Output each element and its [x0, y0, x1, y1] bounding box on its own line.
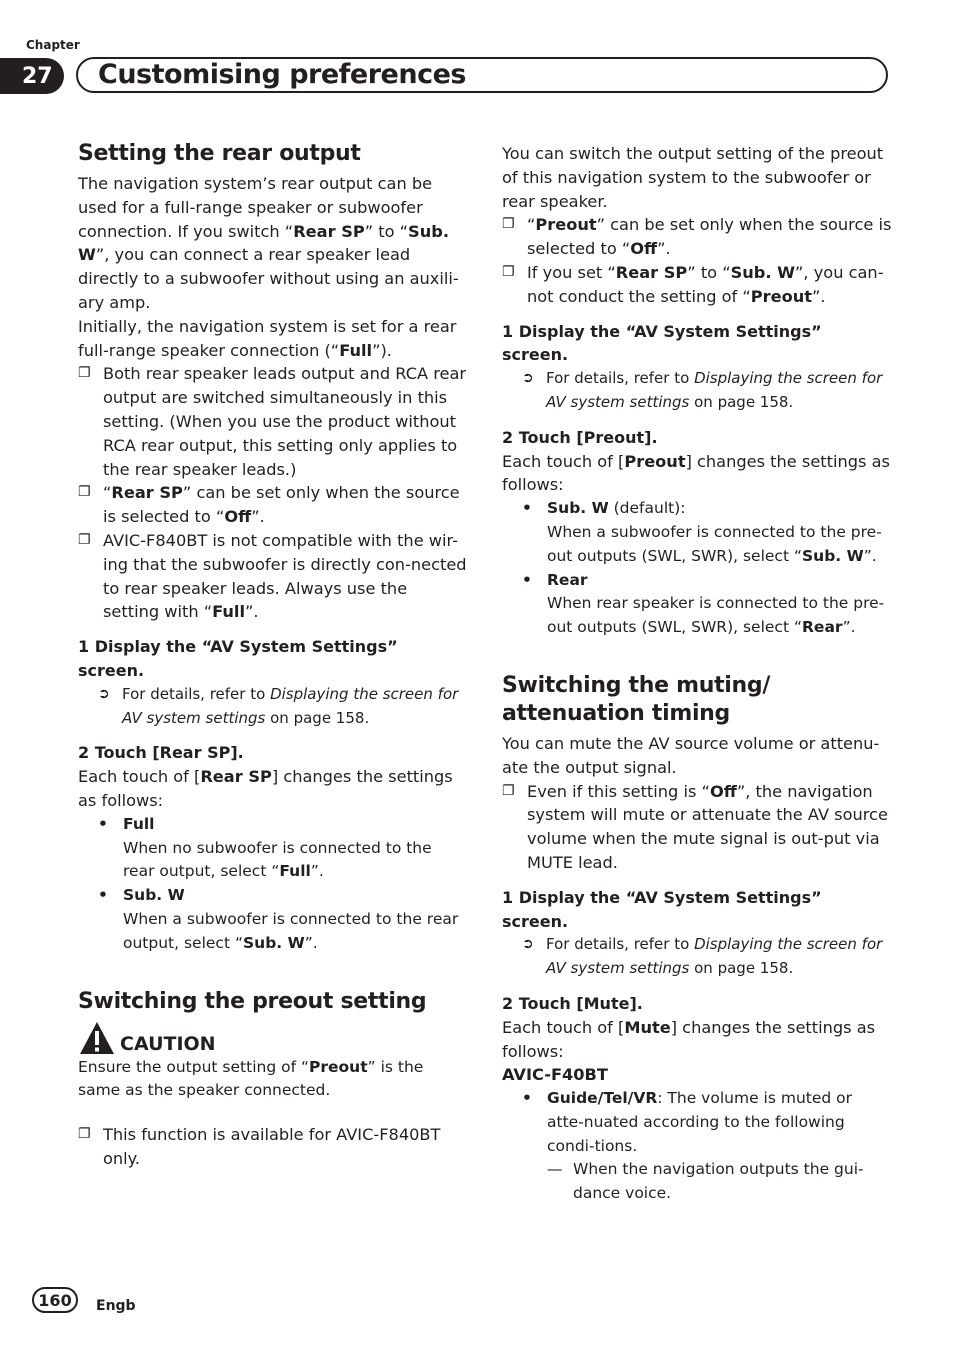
- checkbox-note-icon: ❐: [78, 1126, 91, 1143]
- rear-output-intro: The navigation system’s rear output can be used for a full-range speaker or subwoofer connection. If you switch “Rear SP” to “Sub. W”, you can connect a rear speaker lead directly to a subwoofer without using an auxili-ary amp.: [78, 174, 459, 312]
- step-2-heading: 2 Touch [Mute].: [502, 993, 643, 1013]
- note-text: If you set “Rear SP” to “Sub. W”, you can-not conduct the setting of “Preout”.: [527, 262, 884, 306]
- note-item: [78, 529, 468, 624]
- step-1-heading: 1 Display the “AV System Settings” screen.: [502, 887, 822, 931]
- section-heading-muting: [502, 672, 892, 728]
- checkbox-note-icon: ❐: [78, 365, 91, 382]
- reference-note: [502, 367, 892, 415]
- caution-text: Ensure the output setting of “Preout” is the same as the speaker connected.: [78, 1057, 424, 1100]
- chapter-number-badge: 27: [0, 58, 64, 94]
- step-2-description: Each touch of [Preout] changes the settings as follows:: [502, 451, 890, 495]
- step-2-heading: 2 Touch [Rear SP].: [78, 743, 244, 763]
- reference-text: For details, refer to Displaying the screen for AV system settings on page 158.: [546, 369, 883, 411]
- note-item: [78, 481, 468, 529]
- warning-triangle-icon: [78, 1020, 116, 1056]
- option-description: When a subwoofer is connected to the pre-out outputs (SWL, SWR), select “Sub. W”.: [547, 522, 882, 565]
- model-heading: AVIC-F40BT: [502, 1065, 608, 1085]
- right-column: [502, 142, 892, 1206]
- checkbox-note-icon: ❐: [502, 782, 515, 799]
- checkbox-note-icon: ❐: [502, 263, 515, 280]
- arrow-right-icon: ➲: [98, 685, 110, 702]
- option-item: [502, 497, 892, 521]
- option-item: [78, 884, 468, 908]
- section-heading-rear-output: Setting the rear output: [78, 141, 361, 166]
- preout-intro: You can switch the output setting of the preout of this navigation system to the subwoofer or rear speaker.: [502, 144, 884, 211]
- heading-line: Switching the muting/: [502, 672, 771, 698]
- caution-title: CAUTION: [120, 1032, 216, 1055]
- step-2-description: Each touch of [Mute] changes the settings as follows:: [502, 1017, 876, 1061]
- reference-note: [78, 683, 468, 731]
- rear-output-initial: Initially, the navigation system is set for a rear full-range speaker connection (“Full”).: [78, 316, 457, 360]
- note-text: Both rear speaker leads output and RCA rear output are switched simultaneously in this setting. (When you use the product without RCA rear output, this setting only applies to the rear speaker leads.): [103, 364, 467, 479]
- page-number: 160: [32, 1287, 78, 1313]
- language-code: Engb: [96, 1298, 136, 1314]
- option-item: [78, 813, 468, 837]
- bullet-icon: •: [522, 499, 532, 518]
- note-item: [502, 780, 892, 875]
- bullet-icon: •: [98, 814, 108, 833]
- option-label: Sub. W: [123, 886, 185, 905]
- option-label: Rear: [547, 570, 588, 589]
- bullet-icon: •: [98, 886, 108, 905]
- condition-text: When the navigation outputs the gui-dance voice.: [573, 1160, 864, 1203]
- step-1-heading: 1 Display the “AV System Settings” screen.: [78, 637, 398, 680]
- option-description: When rear speaker is connected to the pre-out outputs (SWL, SWR), select “Rear”.: [547, 594, 885, 637]
- left-column: [78, 140, 468, 1171]
- reference-note: [502, 933, 892, 981]
- chapter-title: Customising preferences: [98, 59, 466, 90]
- muting-intro: You can mute the AV source volume or attenu-ate the output signal.: [502, 733, 880, 777]
- note-text: “Preout” can be set only when the source is selected to “Off”.: [527, 215, 892, 259]
- arrow-right-icon: ➲: [522, 936, 534, 953]
- option-label: Sub. W (default):: [547, 499, 686, 518]
- note-text: Even if this setting is “Off”, the navigation system will mute or attenuate the AV source volume when the mute signal is out-put via MUTE lead.: [527, 781, 888, 872]
- note-item: [78, 362, 468, 481]
- bullet-icon: •: [522, 570, 532, 589]
- step-2-heading: 2 Touch [Preout].: [502, 427, 658, 447]
- option-label: Full: [123, 814, 155, 833]
- note-item: [502, 261, 892, 309]
- dash-icon: —: [547, 1160, 563, 1179]
- note-text: “Rear SP” can be set only when the source is selected to “Off”.: [103, 483, 460, 527]
- checkbox-note-icon: ❐: [502, 216, 515, 233]
- option-description: When a subwoofer is connected to the rear output, select “Sub. W”.: [123, 909, 459, 952]
- checkbox-note-icon: ❐: [78, 531, 91, 548]
- note-item: [78, 1123, 468, 1171]
- note-text: This function is available for AVIC-F840BT only.: [103, 1125, 441, 1168]
- option-item: [502, 1087, 892, 1158]
- checkbox-note-icon: ❐: [78, 484, 91, 501]
- note-text: AVIC-F840BT is not compatible with the wir-ing that the subwoofer is directly con-nected to rear speaker leads. Always use the setting with “Full”.: [103, 530, 467, 622]
- note-item: [502, 213, 892, 261]
- caution-header: [78, 1016, 468, 1056]
- step-2-description: Each touch of [Rear SP] changes the settings as follows:: [78, 767, 453, 810]
- option-description: When no subwoofer is connected to the rear output, select “Full”.: [123, 838, 432, 881]
- option-text: Guide/Tel/VR: The volume is muted or atte-nuated according to the following condi-tions.: [547, 1089, 852, 1155]
- condition-item: [502, 1158, 892, 1206]
- reference-text: For details, refer to Displaying the screen for AV system settings on page 158.: [122, 684, 459, 727]
- arrow-right-icon: ➲: [522, 370, 534, 387]
- reference-text: For details, refer to Displaying the screen for AV system settings on page 158.: [546, 935, 883, 978]
- step-1-heading: 1 Display the “AV System Settings” screen.: [502, 321, 822, 365]
- bullet-icon: •: [522, 1089, 532, 1108]
- option-item: [502, 569, 892, 593]
- section-heading-preout: Switching the preout setting: [78, 988, 427, 1014]
- heading-line: attenuation timing: [502, 700, 730, 726]
- chapter-label: Chapter: [26, 38, 80, 52]
